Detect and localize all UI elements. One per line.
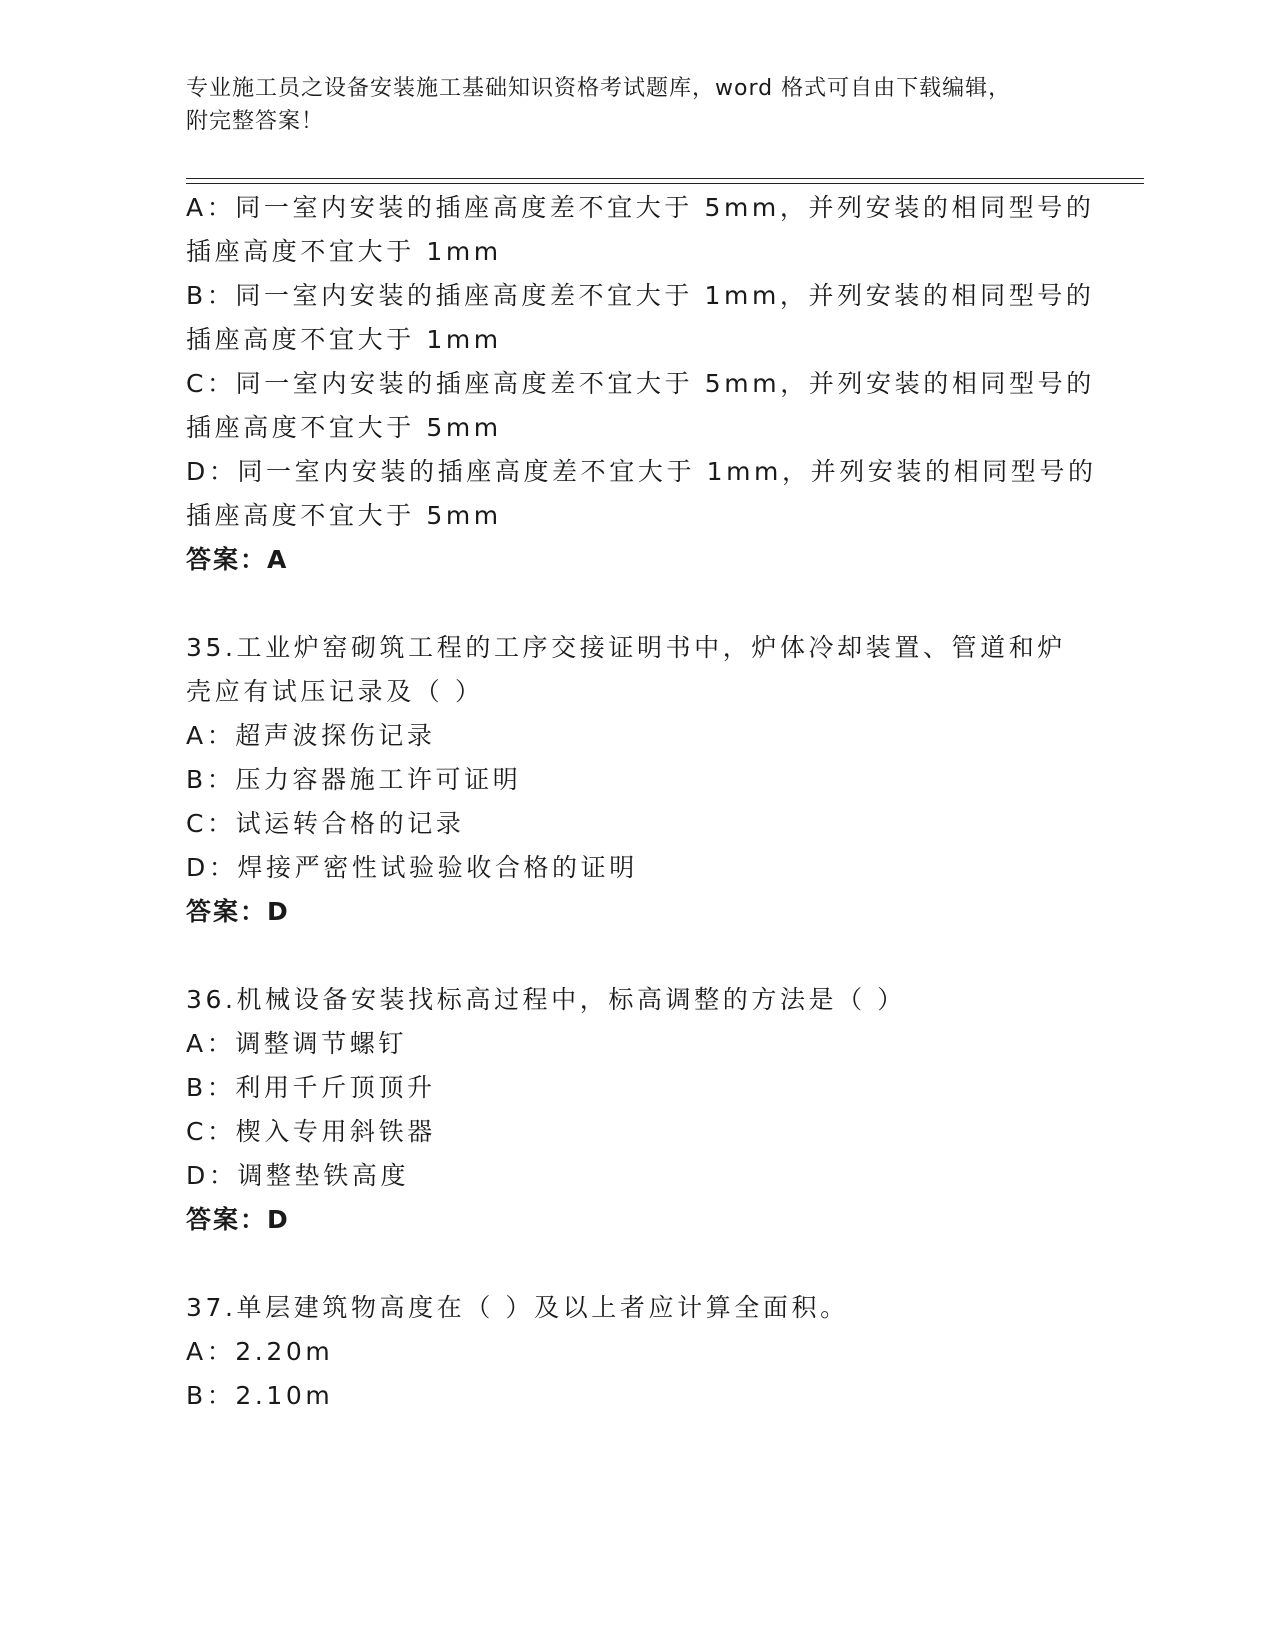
q37-question: 37.单层建筑物高度在（ ）及以上者应计算全面积。 bbox=[186, 1293, 849, 1322]
q35-answer: 答案：D bbox=[186, 897, 290, 926]
q35-question-line-1: 35.工业炉窑砌筑工程的工序交接证明书中，炉体冷却装置、管道和炉 bbox=[186, 633, 1066, 662]
header-line-2: 附完整答案！ bbox=[186, 109, 325, 134]
q36-question: 36.机械设备安装找标高过程中，标高调整的方法是（ ） bbox=[186, 985, 906, 1014]
q36-option-c: C：楔入专用斜铁器 bbox=[186, 1117, 436, 1146]
q35-option-b: B：压力容器施工许可证明 bbox=[186, 765, 522, 794]
q34-option-b-line-2: 插座高度不宜大于 1mm bbox=[186, 325, 502, 354]
q34-option-c-line-2: 插座高度不宜大于 5mm bbox=[186, 413, 502, 442]
q34-option-c-line-1: C：同一室内安装的插座高度差不宜大于 5mm，并列安装的相同型号的 bbox=[186, 369, 1095, 398]
header-divider-top bbox=[186, 178, 1144, 179]
q35-question-line-2: 壳应有试压记录及（ ） bbox=[186, 677, 484, 706]
q35-option-d: D：焊接严密性试验验收合格的证明 bbox=[186, 853, 638, 882]
q34-answer: 答案：A bbox=[186, 545, 289, 574]
header-line-1: 专业施工员之设备安装施工基础知识资格考试题库，word 格式可自由下载编辑， bbox=[186, 76, 1012, 101]
q35-option-c: C：试运转合格的记录 bbox=[186, 809, 465, 838]
q36-option-a: A：调整调节螺钉 bbox=[186, 1029, 407, 1058]
q36-answer: 答案：D bbox=[186, 1205, 290, 1234]
q34-option-d-line-2: 插座高度不宜大于 5mm bbox=[186, 501, 502, 530]
q35-option-a: A：超声波探伤记录 bbox=[186, 721, 436, 750]
header-divider-bottom bbox=[186, 183, 1144, 184]
q34-option-a-line-1: A：同一室内安装的插座高度差不宜大于 5mm，并列安装的相同型号的 bbox=[186, 193, 1095, 222]
q37-option-a: A：2.20m bbox=[186, 1337, 334, 1366]
q34-option-d-line-1: D：同一室内安装的插座高度差不宜大于 1mm，并列安装的相同型号的 bbox=[186, 457, 1097, 486]
document-header bbox=[186, 72, 1086, 138]
q37-option-b: B：2.10m bbox=[186, 1381, 334, 1410]
q34-option-a-line-2: 插座高度不宜大于 1mm bbox=[186, 237, 502, 266]
q36-option-b: B：利用千斤顶顶升 bbox=[186, 1073, 436, 1102]
q34-option-b-line-1: B：同一室内安装的插座高度差不宜大于 1mm，并列安装的相同型号的 bbox=[186, 281, 1095, 310]
q36-option-d: D：调整垫铁高度 bbox=[186, 1161, 410, 1190]
